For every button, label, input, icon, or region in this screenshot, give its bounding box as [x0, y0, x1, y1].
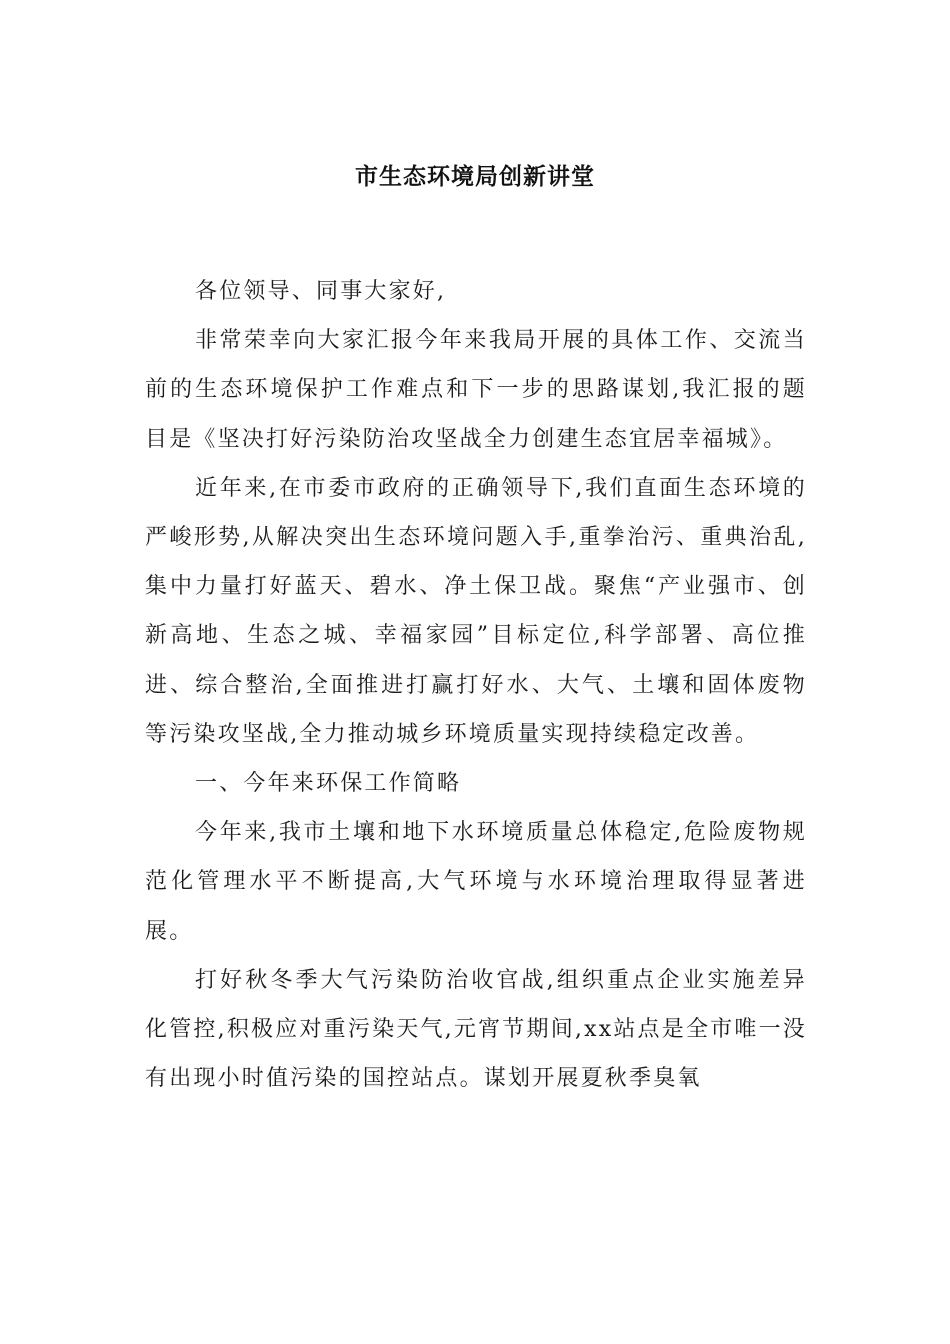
- air-pollution-paragraph: 打好秋冬季大气污染防治收官战,组织重点企业实施差异化管控,积极应对重污染天气,元宵节期间,xx站点是全市唯一没有出现小时值污染的国控站点。谋划开展夏秋季臭氧: [145, 967, 807, 1092]
- section-heading: 一、今年来环保工作简略: [195, 771, 462, 797]
- background-paragraph: 近年来,在市委市政府的正确领导下,我们直面生态环境的严峻形势,从解决突出生态环境问题入手,重拳治污、重典治乱,集中力量打好蓝天、碧水、净土保卫战。聚焦“产业强市、创新高地、生态之城、幸福家园”目标定位,科学部署、高位推进、综合整治,全面推进打赢打好水、大气、土壤和固体废物等污染攻坚战,全力推动城乡环境质量实现持续稳定改善。: [145, 475, 807, 747]
- intro-paragraph: 非常荣幸向大家汇报今年来我局开展的具体工作、交流当前的生态环境保护工作难点和下一步的思路谋划,我汇报的题目是《坚决打好污染防治攻坚战全力创建生态宜居幸福城》。: [145, 328, 807, 452]
- document-body: [145, 267, 807, 1103]
- greeting-paragraph: 各位领导、同事大家好,: [195, 279, 447, 304]
- summary-paragraph: 今年来,我市土壤和地下水环境质量总体稳定,危险废物规范化管理水平不断提高,大气环境与水环境治理取得显著进展。: [145, 820, 807, 944]
- document-title: 市生态环境局创新讲堂: [355, 164, 595, 190]
